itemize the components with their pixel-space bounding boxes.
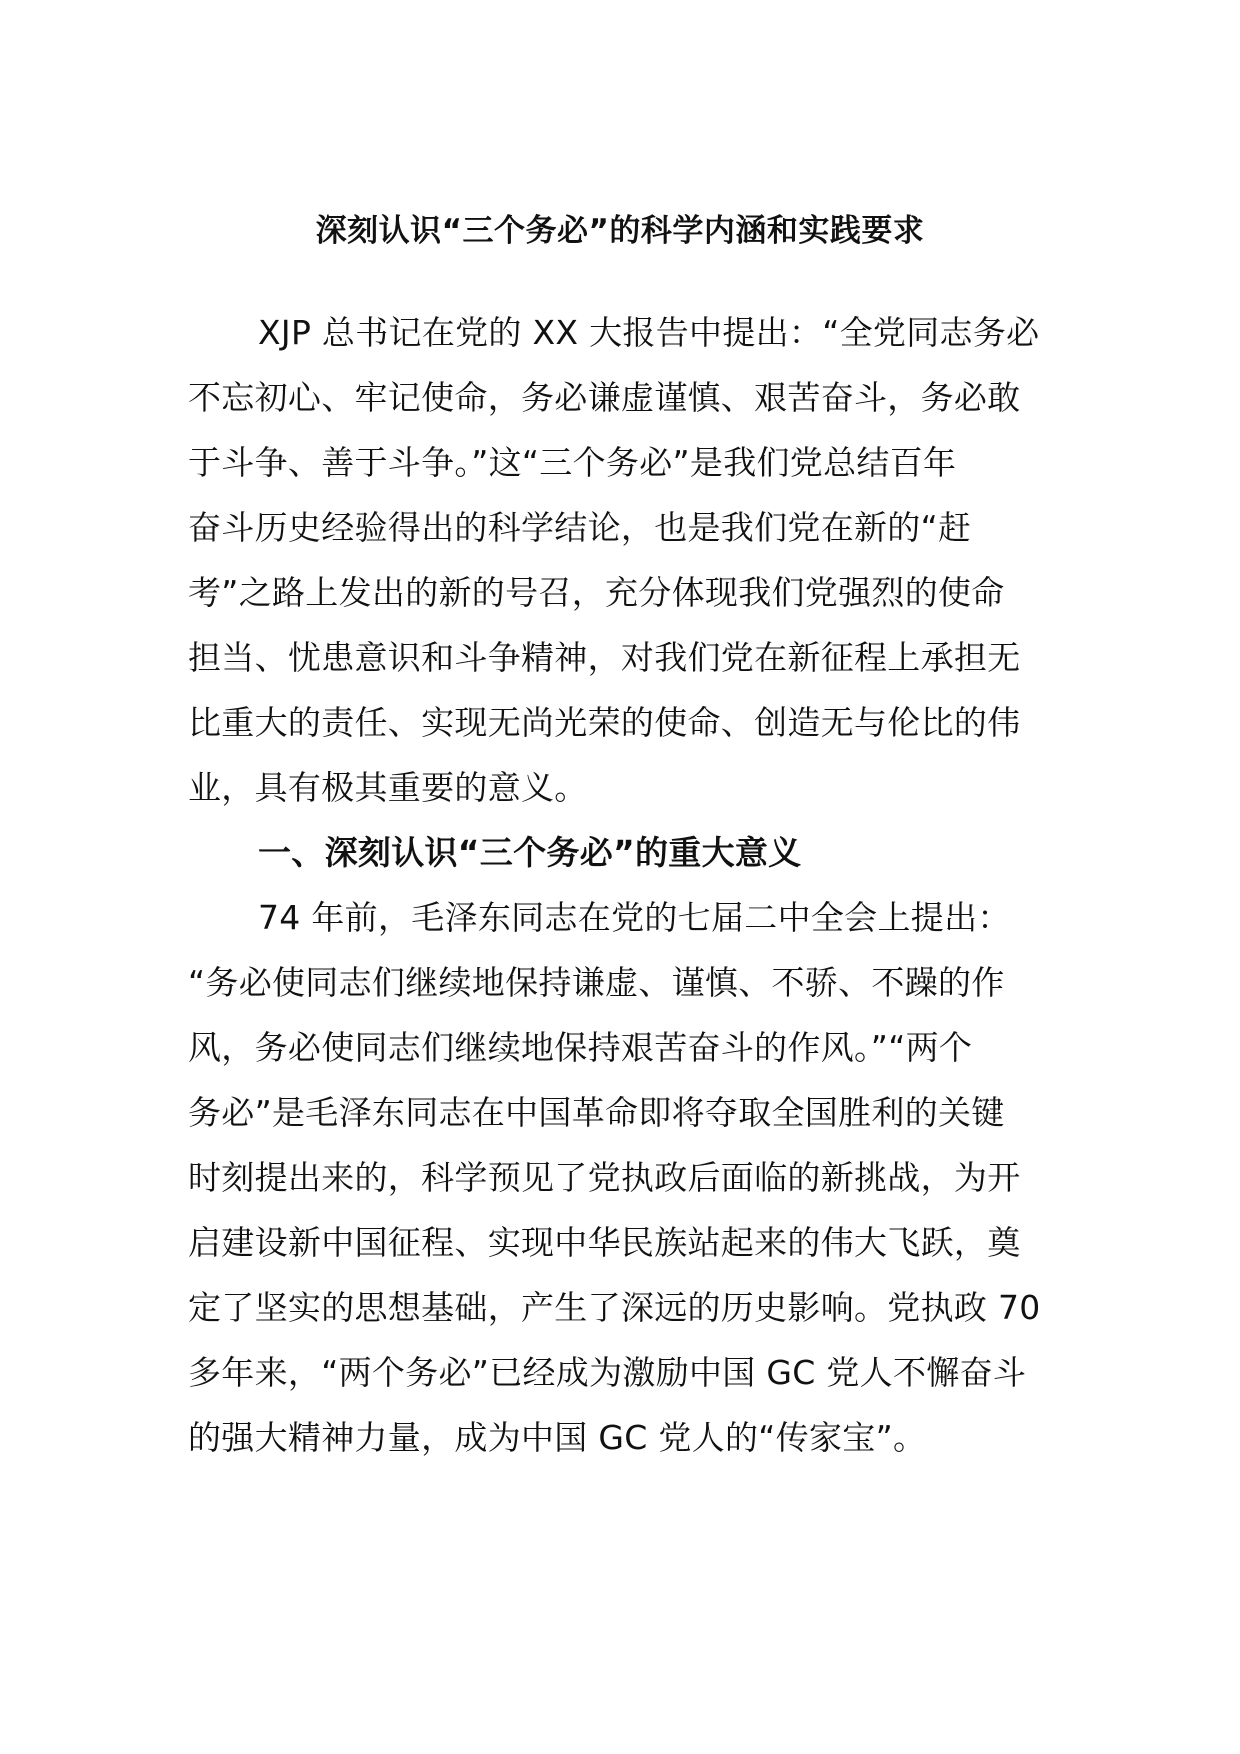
paragraph-2-line: 74 年前，毛泽东同志在党的七届二中全会上提出： bbox=[258, 898, 1011, 937]
paragraph-2-line: “务必使同志们继续地保持谦虚、谨慎、不骄、不躁的作 bbox=[188, 963, 1005, 1002]
paragraph-2-line: 的强大精神力量，成为中国 GC 党人的“传家宝”。 bbox=[188, 1418, 927, 1457]
paragraph-2-line: 务必”是毛泽东同志在中国革命即将夺取全国胜利的关键 bbox=[188, 1093, 1005, 1132]
paragraph-1-line: 考”之路上发出的新的号召，充分体现我们党强烈的使命 bbox=[188, 573, 1005, 612]
paragraph-1-line: 担当、忧患意识和斗争精神，对我们党在新征程上承担无 bbox=[188, 638, 1021, 677]
document-body bbox=[188, 300, 1048, 1470]
paragraph-2-line: 时刻提出来的，科学预见了党执政后面临的新挑战，为开 bbox=[188, 1158, 1021, 1197]
section-heading: 一、深刻认识“三个务必”的重大意义 bbox=[258, 833, 802, 872]
document-title: 深刻认识“三个务必”的科学内涵和实践要求 bbox=[315, 213, 925, 249]
paragraph-1-line: 奋斗历史经验得出的科学结论，也是我们党在新的“赶 bbox=[188, 508, 972, 547]
paragraph-2-line: 启建设新中国征程、实现中华民族站起来的伟大飞跃，奠 bbox=[188, 1223, 1021, 1262]
paragraph-1-line: 比重大的责任、实现无尚光荣的使命、创造无与伦比的伟 bbox=[188, 703, 1021, 742]
paragraph-1-line: 业，具有极其重要的意义。 bbox=[188, 768, 588, 807]
paragraph-1-line: XJP 总书记在党的 XX 大报告中提出：“全党同志务必 bbox=[258, 313, 1040, 352]
paragraph-2-line: 多年来，“两个务必”已经成为激励中国 GC 党人不懈奋斗 bbox=[188, 1353, 1027, 1392]
paragraph-2-line: 风，务必使同志们继续地保持艰苦奋斗的作风。”“两个 bbox=[188, 1028, 973, 1067]
paragraph-1-line: 于斗争、善于斗争。”这“三个务必”是我们党总结百年 bbox=[188, 443, 957, 482]
paragraph-2-line: 定了坚实的思想基础，产生了深远的历史影响。党执政 70 bbox=[188, 1288, 1041, 1327]
paragraph-1-line: 不忘初心、牢记使命，务必谦虚谨慎、艰苦奋斗，务必敢 bbox=[188, 378, 1021, 417]
